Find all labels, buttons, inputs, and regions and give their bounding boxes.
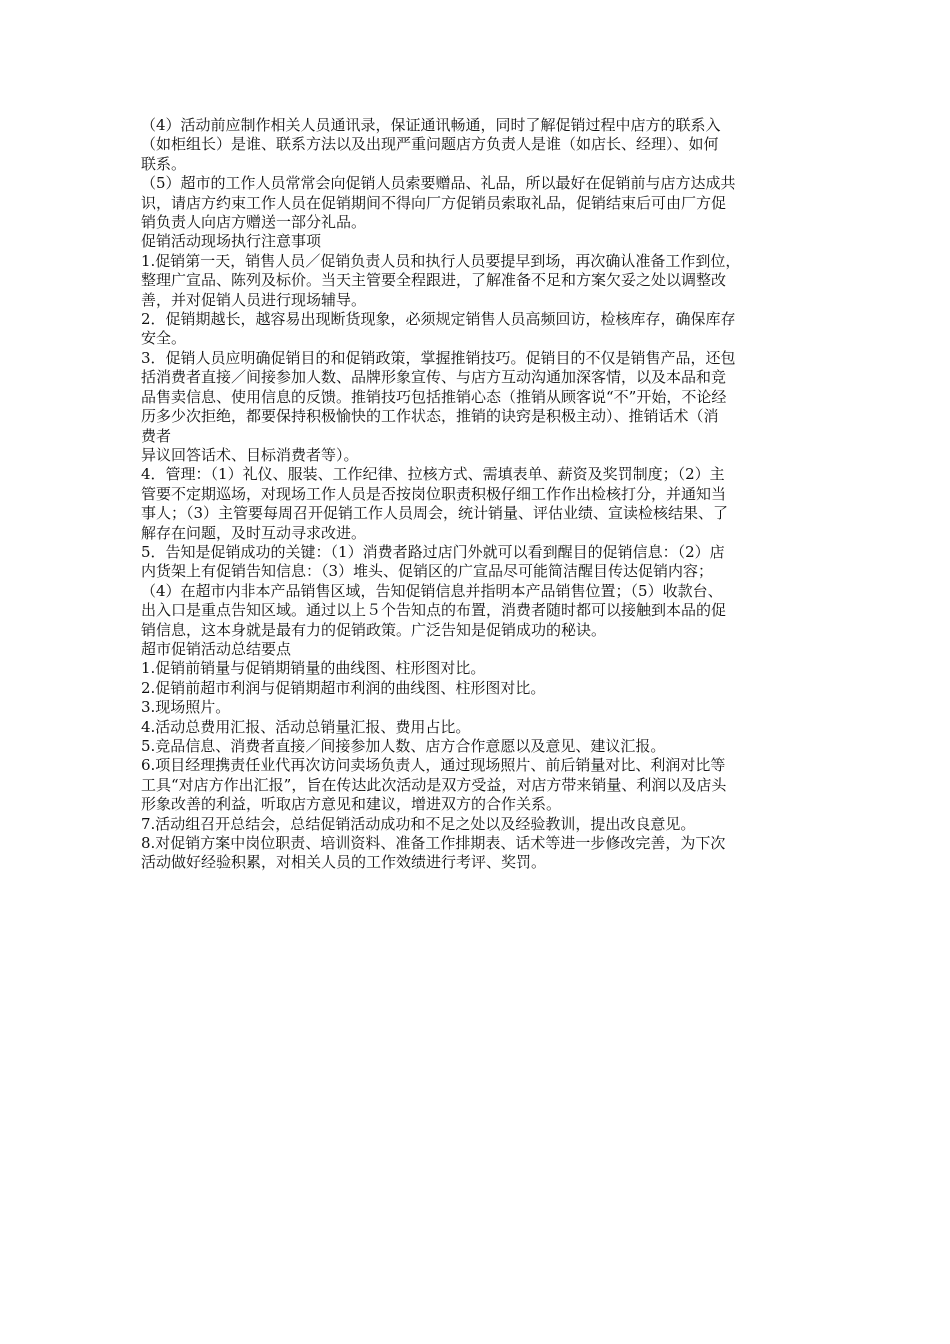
paragraph: [141, 232, 813, 251]
paragraph-list: [141, 116, 813, 873]
paragraph: [141, 543, 813, 640]
paragraph: [141, 815, 813, 834]
text-line: 品售卖信息、使用信息的反馈。推销技巧包括推销心态（推销从顾客说“不”开始，不论经: [141, 387, 727, 406]
text-line: 整理广宣品、陈列及标价。当天主管要全程跟进，了解准备不足和方案欠妥之处以调整改: [141, 271, 727, 290]
paragraph: [141, 756, 813, 814]
text-line: 善，并对促销人员进行现场辅导。: [141, 290, 367, 309]
text-line: 4．管理：（1）礼仪、服装、工作纪律、拉核方式、需填表单、薪资及奖罚制度；（2）主: [141, 465, 725, 484]
text-line: 识，请店方约束工作人员在促销期间不得向厂方促销员索取礼品，促销结束后可由厂方促: [141, 193, 727, 212]
text-line: 事人；（3）主管要每周召开促销工作人员周会，统计销量、评估业绩、宣读检核结果、了: [141, 504, 729, 523]
text-line: 5．告知是促销成功的关键：（1）消费者路过店门外就可以看到醒目的促销信息：（2）店: [141, 542, 725, 561]
text-line: 1.促销第一天，销售人员／促销负责人员和执行人员要提早到场，再次确认准备工作到位，: [141, 251, 741, 270]
paragraph: [141, 310, 813, 349]
paragraph: [141, 718, 813, 737]
text-line: 异议回答话术、目标消费者等）。: [141, 445, 359, 464]
paragraph: [141, 679, 813, 698]
paragraph: [141, 659, 813, 678]
paragraph: [141, 116, 813, 174]
text-line: 3．促销人员应明确促销目的和促销政策，掌握推销技巧。促销目的不仅是销售产品，还包: [141, 348, 736, 367]
text-line: （4）在超市内非本产品销售区域，告知促销信息并指明本产品销售位置；（5）收款台、: [141, 581, 723, 600]
text-line: 8.对促销方案中岗位职责、培训资料、准备工作排期表、话术等进一步修改完善，为下次: [141, 834, 726, 853]
text-line: 出入口是重点告知区域。通过以上５个告知点的布置，消费者随时都可以接触到本品的促: [141, 601, 727, 620]
text-line: 联系。: [141, 154, 187, 173]
paragraph: [141, 698, 813, 717]
text-line: 安全。: [141, 329, 187, 348]
text-line: 活动做好经验积累，对相关人员的工作效绩进行考评、奖罚。: [141, 853, 547, 872]
text-line: 内货架上有促销告知信息：（3）堆头、促销区的广宣品尽可能简洁醒目传达促销内容；: [141, 562, 714, 581]
text-line: 解存在问题，及时互动寻求改进。: [141, 523, 367, 542]
text-line: 3.现场照片。: [141, 698, 231, 717]
text-line: 2．促销期越长，越容易出现断货现象，必须规定销售人员高频回访，检核库存，确保库存: [141, 310, 736, 329]
text-line: 费者: [141, 426, 172, 445]
text-line: 促销活动现场执行注意事项: [141, 232, 322, 251]
text-line: 形象改善的利益，听取店方意见和建议，增进双方的合作关系。: [141, 795, 562, 814]
text-line: 5.竞品信息、消费者直接／间接参加人数、店方合作意愿以及意见、建议汇报。: [141, 737, 666, 755]
paragraph: [141, 174, 813, 232]
text-line: 4.活动总费用汇报、活动总销量汇报、费用占比。: [141, 717, 471, 736]
text-line: （4）活动前应制作相关人员通讯录，保证通讯畅通，同时了解促销过程中店方的联系入: [141, 116, 721, 134]
text-line: 6.项目经理携责任业代再次访问卖场负责人，通过现场照片、前后销量对比、利润对比等: [141, 756, 726, 775]
paragraph: [141, 252, 813, 310]
text-line: 2.促销前超市利润与促销期超市利润的曲线图、柱形图对比。: [141, 678, 546, 697]
text-line: 工具“对店方作出汇报”，旨在传达此次活动是双方受益，对店方带来销量、利润以及店头: [141, 775, 727, 794]
paragraph: [141, 465, 813, 543]
paragraph: [141, 640, 813, 659]
paragraph: [141, 834, 813, 873]
text-line: 历多少次拒绝，都要保持积极愉快的工作状态，推销的诀窍是积极主动）、推销话术（消: [141, 407, 719, 426]
document-body: [141, 116, 813, 873]
paragraph: [141, 737, 813, 756]
text-line: （5）超市的工作人员常常会向促销人员索要赠品、礼品，所以最好在促销前与店方达成共: [141, 174, 736, 193]
text-line: 括消费者直接／间接参加人数、品牌形象宣传、与店方互动沟通加深客情，以及本品和竞: [141, 368, 727, 387]
text-line: 销负责人向店方赠送一部分礼品。: [141, 213, 367, 232]
text-line: （如柜组长）是谁、联系方法以及出现严重问题店方负责人是谁（如店长、经理）、如何: [141, 135, 719, 154]
text-line: 超市促销活动总结要点: [141, 639, 292, 658]
paragraph: [141, 349, 813, 465]
text-line: 1.促销前销量与促销期销量的曲线图、柱形图对比。: [141, 659, 486, 678]
text-line: 7.活动组召开总结会，总结促销活动成功和不足之处以及经验教训，提出改良意见。: [141, 814, 696, 833]
text-line: 销信息，这本身就是最有力的促销政策。广泛告知是促销成功的秘诀。: [141, 620, 607, 639]
text-line: 管要不定期巡场，对现场工作人员是否按岗位职责积极仔细工作作出检核打分，并通知当: [141, 484, 727, 503]
